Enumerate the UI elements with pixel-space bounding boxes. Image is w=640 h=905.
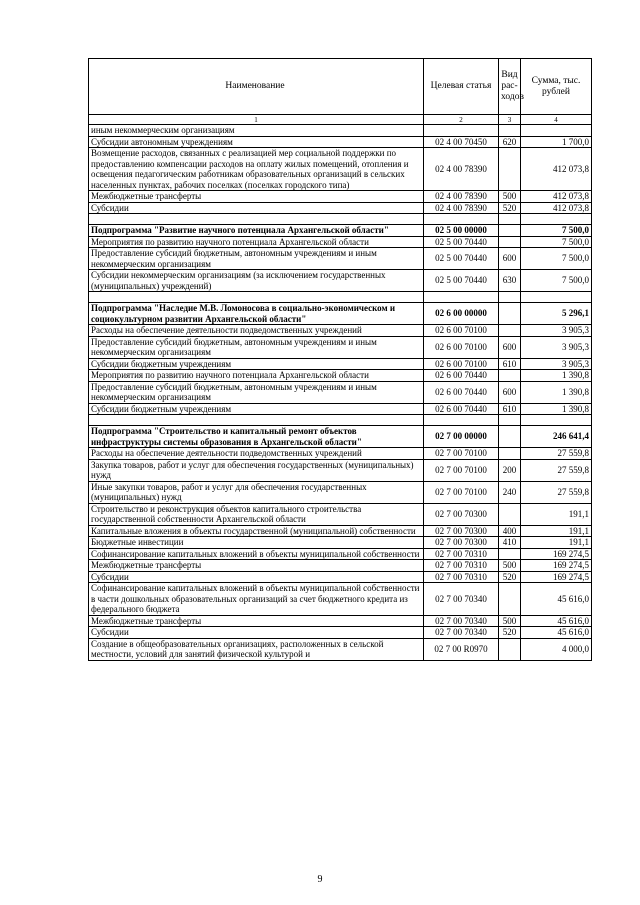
- row-sum: 1 390,8: [521, 370, 592, 382]
- row-kind: 600: [499, 381, 521, 403]
- table-row: [89, 560, 592, 572]
- subprogram-row: [89, 303, 592, 325]
- row-code: 02 6 00 70440: [424, 403, 499, 415]
- row-name: Строительство и реконструкция объектов капитального строительства государственной собственности Архангельской области: [89, 503, 424, 525]
- spacer-cell: [499, 415, 521, 426]
- row-name: Субсидии: [89, 627, 424, 639]
- row-kind: 410: [499, 537, 521, 549]
- row-sum: 169 274,5: [521, 571, 592, 583]
- row-kind: 520: [499, 571, 521, 583]
- row-kind: [499, 303, 521, 325]
- table-row: [89, 136, 592, 148]
- row-sum: 7 500,0: [521, 270, 592, 292]
- table-row: [89, 148, 592, 191]
- subprogram-row: [89, 426, 592, 448]
- row-kind: 620: [499, 136, 521, 148]
- spacer-cell: [424, 415, 499, 426]
- row-name: Предоставление субсидий бюджетным, автономным учреждениям и иным некоммерческим организациям: [89, 381, 424, 403]
- table-row: [89, 191, 592, 203]
- row-code: 02 6 00 70100: [424, 336, 499, 358]
- row-kind: 500: [499, 560, 521, 572]
- row-code: 02 4 00 78390: [424, 148, 499, 191]
- row-name: Субсидии: [89, 202, 424, 214]
- row-name: иным некоммерческим организациям: [89, 125, 424, 137]
- row-sum: 246 641,4: [521, 426, 592, 448]
- row-sum: 1 700,0: [521, 136, 592, 148]
- spacer-cell: [521, 292, 592, 303]
- spacer-cell: [521, 415, 592, 426]
- row-sum: 1 390,8: [521, 403, 592, 415]
- row-code: 02 7 00 70310: [424, 571, 499, 583]
- row-sum: 3 905,3: [521, 358, 592, 370]
- row-code: [424, 125, 499, 137]
- spacer-cell: [89, 292, 424, 303]
- row-kind: 610: [499, 403, 521, 415]
- row-code: 02 7 00 70310: [424, 548, 499, 560]
- row-sum: 45 616,0: [521, 627, 592, 639]
- row-name: Субсидии бюджетным учреждениям: [89, 403, 424, 415]
- row-name: Межбюджетные трансферты: [89, 560, 424, 572]
- header-kind: Вид рас-ходов: [499, 59, 521, 115]
- row-code: 02 7 00 70340: [424, 583, 499, 616]
- table-row: [89, 503, 592, 525]
- table-row: [89, 248, 592, 270]
- table-row: [89, 270, 592, 292]
- row-sum: 4 000,0: [521, 638, 592, 660]
- row-name: Закупка товаров, работ и услуг для обеспечения государственных (муниципальных) нужд: [89, 459, 424, 481]
- spacer-cell: [424, 214, 499, 225]
- row-code: 02 5 00 70440: [424, 248, 499, 270]
- row-sum: 27 559,8: [521, 459, 592, 481]
- row-code: 02 6 00 70440: [424, 381, 499, 403]
- spacer-cell: [89, 214, 424, 225]
- row-kind: 600: [499, 248, 521, 270]
- row-kind: 500: [499, 191, 521, 203]
- row-kind: 520: [499, 627, 521, 639]
- row-kind: [499, 225, 521, 237]
- row-sum: 1 390,8: [521, 381, 592, 403]
- table-row: [89, 448, 592, 460]
- row-sum: 3 905,3: [521, 325, 592, 337]
- row-sum: 45 616,0: [521, 615, 592, 627]
- spacer-cell: [424, 292, 499, 303]
- spacer-cell: [521, 214, 592, 225]
- column-number-row: [89, 115, 592, 125]
- row-sum: 191,1: [521, 503, 592, 525]
- row-name: Подпрограмма "Наследие М.В. Ломоносова в социально-экономическом и социокультурном развитии Архангельской области": [89, 303, 424, 325]
- row-code: 02 6 00 70440: [424, 370, 499, 382]
- row-sum: [521, 125, 592, 137]
- row-code: 02 7 00 00000: [424, 426, 499, 448]
- row-sum: 7 500,0: [521, 236, 592, 248]
- row-sum: 412 073,8: [521, 191, 592, 203]
- row-name: Мероприятия по развитию научного потенциала Архангельской области: [89, 370, 424, 382]
- table-row: [89, 370, 592, 382]
- table-body: [89, 125, 592, 661]
- table-row: [89, 236, 592, 248]
- row-name: Предоставление субсидий бюджетным, автономным учреждениям и иным некоммерческим организациям: [89, 248, 424, 270]
- table-row: [89, 202, 592, 214]
- row-kind: [499, 370, 521, 382]
- table-row: [89, 537, 592, 549]
- row-code: 02 4 00 78390: [424, 202, 499, 214]
- row-kind: 600: [499, 336, 521, 358]
- row-code: 02 5 00 00000: [424, 225, 499, 237]
- row-name: Подпрограмма "Развитие научного потенциала Архангельской области": [89, 225, 424, 237]
- row-kind: 200: [499, 459, 521, 481]
- row-name: Межбюджетные трансферты: [89, 615, 424, 627]
- row-sum: 27 559,8: [521, 448, 592, 460]
- header-name: Наименование: [89, 59, 424, 115]
- table-row: [89, 459, 592, 481]
- row-kind: [499, 236, 521, 248]
- row-kind: [499, 583, 521, 616]
- row-name: Расходы на обеспечение деятельности подведомственных учреждений: [89, 325, 424, 337]
- row-code: 02 7 00 70100: [424, 448, 499, 460]
- row-kind: 630: [499, 270, 521, 292]
- row-name: Субсидии некоммерческим организациям (за исключением государственных (муниципальных) учреждений): [89, 270, 424, 292]
- row-sum: 412 073,8: [521, 202, 592, 214]
- row-name: Капитальные вложения в объекты государственной (муниципальной) собственности: [89, 525, 424, 537]
- table-row: [89, 548, 592, 560]
- row-code: 02 7 00 70100: [424, 459, 499, 481]
- row-kind: 400: [499, 525, 521, 537]
- spacer-cell: [499, 292, 521, 303]
- row-kind: [499, 148, 521, 191]
- table-row: [89, 381, 592, 403]
- column-number: 4: [521, 115, 592, 125]
- row-kind: [499, 548, 521, 560]
- row-name: Подпрограмма "Строительство и капитальный ремонт объектов инфраструктуры системы образования в Архангельской области": [89, 426, 424, 448]
- row-code: 02 4 00 78390: [424, 191, 499, 203]
- row-sum: 191,1: [521, 525, 592, 537]
- row-kind: 240: [499, 481, 521, 503]
- row-name: Мероприятия по развитию научного потенциала Архангельской области: [89, 236, 424, 248]
- row-name: Субсидии бюджетным учреждениям: [89, 358, 424, 370]
- row-name: Софинансирование капитальных вложений в объекты муниципальной собственности: [89, 548, 424, 560]
- row-name: Межбюджетные трансферты: [89, 191, 424, 203]
- row-code: 02 7 00 70300: [424, 525, 499, 537]
- row-code: 02 7 00 70300: [424, 537, 499, 549]
- header-sum: Сумма, тыс. рублей: [521, 59, 592, 115]
- table-row: [89, 615, 592, 627]
- row-name: Субсидии: [89, 571, 424, 583]
- row-kind: [499, 448, 521, 460]
- row-kind: 500: [499, 615, 521, 627]
- row-sum: 5 296,1: [521, 303, 592, 325]
- row-code: 02 7 00 70100: [424, 481, 499, 503]
- row-sum: 45 616,0: [521, 583, 592, 616]
- row-code: 02 4 00 70450: [424, 136, 499, 148]
- row-code: 02 7 00 70310: [424, 560, 499, 572]
- row-code: 02 6 00 70100: [424, 325, 499, 337]
- column-number: 2: [424, 115, 499, 125]
- row-code: 02 7 00 70340: [424, 615, 499, 627]
- row-sum: 191,1: [521, 537, 592, 549]
- row-code: 02 7 00 70300: [424, 503, 499, 525]
- table-row: [89, 638, 592, 660]
- row-sum: 7 500,0: [521, 248, 592, 270]
- row-sum: 7 500,0: [521, 225, 592, 237]
- table-row: [89, 627, 592, 639]
- row-sum: 169 274,5: [521, 548, 592, 560]
- table-row: [89, 336, 592, 358]
- row-code: 02 6 00 00000: [424, 303, 499, 325]
- row-name: Создание в общеобразовательных организациях, расположенных в сельской местности, условий для занятий физической культурой и: [89, 638, 424, 660]
- spacer-cell: [89, 415, 424, 426]
- row-sum: 27 559,8: [521, 481, 592, 503]
- spacer-cell: [499, 214, 521, 225]
- table-header-row: [89, 59, 592, 115]
- row-kind: 610: [499, 358, 521, 370]
- row-name: Субсидии автономным учреждениям: [89, 136, 424, 148]
- table-row: [89, 325, 592, 337]
- row-code: 02 7 00 R0970: [424, 638, 499, 660]
- row-kind: [499, 638, 521, 660]
- row-kind: [499, 325, 521, 337]
- column-number: 1: [89, 115, 424, 125]
- row-name: Софинансирование капитальных вложений в объекты муниципальной собственности в части дошкольных образовательных организаций за счет бюджетного кредита из федерального бюджета: [89, 583, 424, 616]
- row-code: 02 5 00 70440: [424, 236, 499, 248]
- row-sum: 169 274,5: [521, 560, 592, 572]
- table-row: [89, 525, 592, 537]
- spacer-row: [89, 292, 592, 303]
- row-code: 02 5 00 70440: [424, 270, 499, 292]
- table-row: [89, 403, 592, 415]
- table-row: [89, 571, 592, 583]
- table-row: [89, 481, 592, 503]
- row-kind: [499, 503, 521, 525]
- row-name: Возмещение расходов, связанных с реализацией мер социальной поддержки по предоставлению компенсации расходов на оплату жилых помещений, отопления и освещения педагогическим работникам образовательных организаций в сельских населенных пунктах, рабочих поселках (поселках городского типа): [89, 148, 424, 191]
- row-sum: 412 073,8: [521, 148, 592, 191]
- row-kind: 520: [499, 202, 521, 214]
- table-row: [89, 358, 592, 370]
- row-name: Бюджетные инвестиции: [89, 537, 424, 549]
- spacer-row: [89, 415, 592, 426]
- spacer-row: [89, 214, 592, 225]
- row-code: 02 7 00 70340: [424, 627, 499, 639]
- table-row: [89, 125, 592, 137]
- row-name: Расходы на обеспечение деятельности подведомственных учреждений: [89, 448, 424, 460]
- row-name: Предоставление субсидий бюджетным, автономным учреждениям и иным некоммерческим организациям: [89, 336, 424, 358]
- column-number: 3: [499, 115, 521, 125]
- row-kind: [499, 125, 521, 137]
- budget-table-container: [88, 58, 591, 661]
- row-sum: 3 905,3: [521, 336, 592, 358]
- budget-table: [88, 58, 592, 661]
- row-kind: [499, 426, 521, 448]
- row-code: 02 6 00 70100: [424, 358, 499, 370]
- subprogram-row: [89, 225, 592, 237]
- header-code: Целевая статья: [424, 59, 499, 115]
- page-number: 9: [317, 874, 323, 885]
- row-name: Иные закупки товаров, работ и услуг для обеспечения государственных (муниципальных) нужд: [89, 481, 424, 503]
- table-row: [89, 583, 592, 616]
